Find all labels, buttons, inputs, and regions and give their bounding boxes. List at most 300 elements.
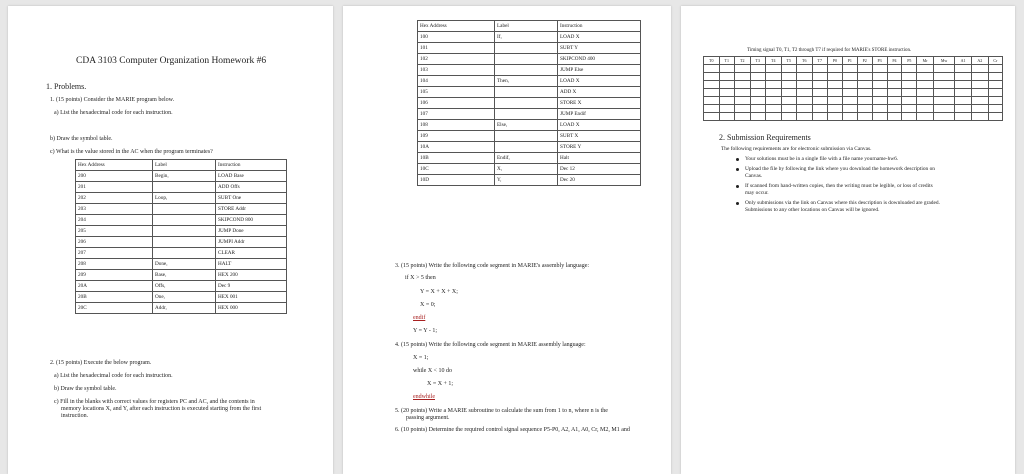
cell: 10D bbox=[418, 175, 495, 186]
cell bbox=[153, 215, 216, 226]
cell bbox=[495, 131, 558, 142]
timing-cell bbox=[828, 113, 843, 121]
submission-section-heading: 2. Submission Requirements bbox=[719, 133, 811, 142]
timing-cell bbox=[750, 105, 766, 113]
marie-program-table-2 bbox=[417, 20, 641, 186]
timing-cell bbox=[955, 65, 972, 73]
timing-row bbox=[704, 105, 1003, 113]
timing-cell bbox=[971, 81, 988, 89]
timing-header-cell: A1 bbox=[955, 57, 972, 65]
table-row bbox=[418, 65, 641, 76]
table-row bbox=[76, 270, 287, 281]
timing-cell bbox=[781, 73, 797, 81]
cell: 102 bbox=[418, 54, 495, 65]
timing-cell bbox=[955, 73, 972, 81]
timing-cell bbox=[766, 73, 782, 81]
timing-cell bbox=[872, 81, 887, 89]
cell: 10C bbox=[418, 164, 495, 175]
timing-cell bbox=[842, 81, 857, 89]
cell: Done, bbox=[153, 259, 216, 270]
timing-cell bbox=[902, 73, 917, 81]
timing-cell bbox=[955, 81, 972, 89]
document-page-2 bbox=[343, 6, 671, 474]
cell: 205 bbox=[76, 226, 153, 237]
header-instruction: Instruction bbox=[216, 160, 287, 171]
timing-cell bbox=[917, 65, 934, 73]
timing-cell bbox=[735, 81, 751, 89]
cell: Addr, bbox=[153, 303, 216, 314]
timing-cell bbox=[812, 97, 828, 105]
timing-cell bbox=[797, 97, 813, 105]
timing-cell bbox=[719, 89, 735, 97]
timing-signal-table bbox=[703, 56, 1003, 121]
timing-row bbox=[704, 65, 1003, 73]
timing-cell bbox=[766, 113, 782, 121]
timing-cell bbox=[812, 105, 828, 113]
timing-header-cell: Mw bbox=[933, 57, 954, 65]
table-row bbox=[76, 204, 287, 215]
timing-cell bbox=[917, 89, 934, 97]
cell: 10B bbox=[418, 153, 495, 164]
timing-cell bbox=[988, 89, 1002, 97]
timing-cell bbox=[842, 65, 857, 73]
cell: 10A bbox=[418, 142, 495, 153]
timing-cell bbox=[735, 73, 751, 81]
cell: 203 bbox=[76, 204, 153, 215]
cell: 108 bbox=[418, 120, 495, 131]
timing-cell bbox=[766, 81, 782, 89]
table-row bbox=[418, 54, 641, 65]
submission-intro: The following requirements are for electronic submission via Canvas. bbox=[721, 146, 872, 152]
timing-cell bbox=[828, 105, 843, 113]
cell: Dec 9 bbox=[216, 281, 287, 292]
cell: HEX 000 bbox=[216, 303, 287, 314]
timing-header-cell: P1 bbox=[842, 57, 857, 65]
table-row bbox=[76, 215, 287, 226]
timing-cell bbox=[750, 73, 766, 81]
cell: Loop, bbox=[153, 193, 216, 204]
timing-cell bbox=[812, 81, 828, 89]
timing-cell bbox=[842, 73, 857, 81]
timing-cell bbox=[750, 97, 766, 105]
timing-cell bbox=[704, 105, 720, 113]
timing-cell bbox=[828, 89, 843, 97]
timing-cell bbox=[988, 73, 1002, 81]
marie-program-table-1 bbox=[75, 159, 287, 314]
cell: 20C bbox=[76, 303, 153, 314]
question-2c-line3: instruction. bbox=[61, 413, 89, 419]
timing-cell bbox=[812, 113, 828, 121]
cell: 101 bbox=[418, 43, 495, 54]
timing-cell bbox=[704, 89, 720, 97]
table-row bbox=[76, 281, 287, 292]
question-1b: b) Draw the symbol table. bbox=[50, 136, 113, 142]
cell: Y, bbox=[495, 175, 558, 186]
timing-cell bbox=[828, 73, 843, 81]
timing-table-title: Timing signal T0, T1, T2 through T7 if required for MARIE's STORE instruction. bbox=[747, 48, 912, 53]
cell bbox=[495, 142, 558, 153]
timing-cell bbox=[719, 105, 735, 113]
cell: 103 bbox=[418, 65, 495, 76]
cell: 208 bbox=[76, 259, 153, 270]
requirement-3-line2: may occur. bbox=[745, 190, 769, 196]
timing-cell bbox=[735, 89, 751, 97]
timing-cell bbox=[933, 105, 954, 113]
cell: LOAD X bbox=[558, 120, 641, 131]
timing-cell bbox=[887, 89, 902, 97]
cell: LOAD Base bbox=[216, 171, 287, 182]
timing-cell bbox=[735, 105, 751, 113]
timing-cell bbox=[872, 89, 887, 97]
question-1c: c) What is the value stored in the AC when the program terminates? bbox=[50, 149, 213, 155]
timing-cell bbox=[719, 97, 735, 105]
timing-row bbox=[704, 73, 1003, 81]
table-row bbox=[418, 109, 641, 120]
timing-cell bbox=[887, 65, 902, 73]
timing-cell bbox=[988, 81, 1002, 89]
timing-cell bbox=[955, 97, 972, 105]
timing-cell bbox=[842, 105, 857, 113]
timing-cell bbox=[857, 89, 872, 97]
table-row bbox=[418, 175, 641, 186]
question-6: 6. (10 points) Determine the required control signal sequence P5-P0, A2, A1, A0, Cr, M2, M1 and bbox=[395, 427, 630, 433]
cell bbox=[495, 65, 558, 76]
cell: 109 bbox=[418, 131, 495, 142]
cell: JUMP Endif bbox=[558, 109, 641, 120]
timing-cell bbox=[828, 65, 843, 73]
table-row bbox=[418, 43, 641, 54]
cell: ADD X bbox=[558, 87, 641, 98]
q3-code-line1: if X > 5 then bbox=[405, 275, 436, 281]
timing-cell bbox=[750, 113, 766, 121]
cell: SUBT Y bbox=[558, 43, 641, 54]
cell: STORE Addr bbox=[216, 204, 287, 215]
cell: 201 bbox=[76, 182, 153, 193]
cell bbox=[495, 43, 558, 54]
timing-cell bbox=[955, 89, 972, 97]
timing-cell bbox=[902, 89, 917, 97]
cell: Base, bbox=[153, 270, 216, 281]
timing-cell bbox=[971, 113, 988, 121]
timing-cell bbox=[766, 97, 782, 105]
cell bbox=[153, 226, 216, 237]
question-2: 2. (15 points) Execute the below program. bbox=[50, 360, 152, 366]
timing-cell bbox=[955, 113, 972, 121]
question-5-line1: 5. (20 points) Write a MARIE subroutine to calculate the sum from 1 to n, where n is the bbox=[395, 408, 608, 414]
cell bbox=[495, 98, 558, 109]
cell: Begin, bbox=[153, 171, 216, 182]
timing-cell bbox=[988, 65, 1002, 73]
timing-cell bbox=[750, 89, 766, 97]
timing-cell bbox=[766, 65, 782, 73]
timing-cell bbox=[902, 105, 917, 113]
timing-cell bbox=[955, 105, 972, 113]
q3-code-line3: X = 0; bbox=[420, 302, 436, 308]
timing-cell bbox=[887, 73, 902, 81]
cell: 204 bbox=[76, 215, 153, 226]
timing-row bbox=[704, 89, 1003, 97]
timing-cell bbox=[988, 105, 1002, 113]
timing-header-cell: T1 bbox=[719, 57, 735, 65]
cell bbox=[495, 109, 558, 120]
timing-cell bbox=[917, 97, 934, 105]
q3-code-line2: Y = X + X + X; bbox=[420, 289, 458, 295]
header-hex-address: Hex Address bbox=[76, 160, 153, 171]
cell: Endif, bbox=[495, 153, 558, 164]
cell: Dec 12 bbox=[558, 164, 641, 175]
timing-cell bbox=[988, 113, 1002, 121]
timing-cell bbox=[781, 81, 797, 89]
header-instruction: Instruction bbox=[558, 21, 641, 32]
timing-cell bbox=[887, 97, 902, 105]
timing-row bbox=[704, 97, 1003, 105]
cell: 104 bbox=[418, 76, 495, 87]
question-2c-line1: c) Fill in the blanks with correct values for registers PC and AC, and the contents in bbox=[54, 399, 255, 405]
cell: 202 bbox=[76, 193, 153, 204]
cell: If, bbox=[495, 32, 558, 43]
timing-cell bbox=[781, 97, 797, 105]
table-row bbox=[76, 182, 287, 193]
table-row bbox=[418, 142, 641, 153]
timing-cell bbox=[812, 65, 828, 73]
table-row bbox=[76, 226, 287, 237]
table-row bbox=[76, 248, 287, 259]
timing-cell bbox=[812, 73, 828, 81]
timing-cell bbox=[797, 113, 813, 121]
timing-cell bbox=[872, 73, 887, 81]
table-row bbox=[76, 171, 287, 182]
cell: 20A bbox=[76, 281, 153, 292]
section-heading: 1. Problems. bbox=[46, 82, 87, 91]
bullet-marker bbox=[736, 168, 739, 171]
timing-cell bbox=[857, 97, 872, 105]
cell: Dec 20 bbox=[558, 175, 641, 186]
timing-cell bbox=[857, 73, 872, 81]
cell: SUBT X bbox=[558, 131, 641, 142]
timing-header-cell: T7 bbox=[812, 57, 828, 65]
timing-cell bbox=[750, 65, 766, 73]
q4-code-line1: X = 1; bbox=[413, 355, 429, 361]
requirement-3-line1: If scanned from hand-written copies, then the writing must be legible, or loss of credits bbox=[745, 183, 933, 189]
cell bbox=[495, 54, 558, 65]
q4-code-line4: endwhile bbox=[413, 394, 435, 400]
question-1: 1. (15 points) Consider the MARIE program below. bbox=[50, 97, 175, 103]
cell: JUMP Done bbox=[216, 226, 287, 237]
timing-cell bbox=[842, 89, 857, 97]
timing-cell bbox=[933, 65, 954, 73]
timing-cell bbox=[735, 65, 751, 73]
cell: 105 bbox=[418, 87, 495, 98]
question-5-line2: passing argument. bbox=[406, 415, 450, 421]
q4-code-line3: X = X + 1; bbox=[427, 381, 454, 387]
table-row bbox=[76, 193, 287, 204]
q4-code-line2: while X < 10 do bbox=[413, 368, 453, 374]
timing-cell bbox=[704, 65, 720, 73]
timing-cell bbox=[872, 105, 887, 113]
document-title: CDA 3103 Computer Organization Homework #6 bbox=[76, 56, 267, 66]
timing-cell bbox=[917, 73, 934, 81]
cell: CLEAR bbox=[216, 248, 287, 259]
timing-cell bbox=[750, 81, 766, 89]
timing-cell bbox=[857, 65, 872, 73]
cell: SUBT One bbox=[216, 193, 287, 204]
q3-code-line4: endif bbox=[413, 315, 426, 321]
timing-cell bbox=[719, 65, 735, 73]
requirement-4-line2: Submissions to any other locations on Canvas will be ignored. bbox=[745, 207, 880, 213]
timing-cell bbox=[797, 81, 813, 89]
question-2a: a) List the hexadecimal code for each instruction. bbox=[54, 373, 173, 379]
requirement-4-line1: Only submissions via the link on Canvas where this description is downloaded are graded. bbox=[745, 200, 940, 206]
timing-cell bbox=[797, 65, 813, 73]
timing-header-cell: P3 bbox=[872, 57, 887, 65]
cell: LOAD X bbox=[558, 32, 641, 43]
timing-cell bbox=[781, 105, 797, 113]
timing-cell bbox=[828, 97, 843, 105]
bullet-marker bbox=[736, 185, 739, 188]
timing-cell bbox=[933, 73, 954, 81]
timing-cell bbox=[872, 113, 887, 121]
question-2b: b) Draw the symbol table. bbox=[54, 386, 117, 392]
cell: SKIPCOND 400 bbox=[558, 54, 641, 65]
timing-header-cell: T4 bbox=[766, 57, 782, 65]
header-hex-address: Hex Address bbox=[418, 21, 495, 32]
timing-cell bbox=[887, 113, 902, 121]
cell: HALT bbox=[216, 259, 287, 270]
cell: 206 bbox=[76, 237, 153, 248]
requirement-1: Your solutions must be in a single file with a file name yourname-hw6. bbox=[745, 156, 899, 162]
question-3: 3. (15 points) Write the following code segment in MARIE's assembly language: bbox=[395, 263, 590, 269]
document-page-3 bbox=[681, 6, 1015, 474]
timing-cell bbox=[735, 113, 751, 121]
table-row bbox=[418, 153, 641, 164]
timing-cell bbox=[797, 105, 813, 113]
timing-cell bbox=[933, 97, 954, 105]
table-row bbox=[76, 237, 287, 248]
cell: JUMPI Addr bbox=[216, 237, 287, 248]
timing-cell bbox=[704, 73, 720, 81]
timing-cell bbox=[857, 113, 872, 121]
timing-cell bbox=[719, 73, 735, 81]
cell: X, bbox=[495, 164, 558, 175]
table-row bbox=[418, 32, 641, 43]
cell: ADD Offs bbox=[216, 182, 287, 193]
cell bbox=[153, 237, 216, 248]
header-label: Label bbox=[495, 21, 558, 32]
timing-header-cell: T5 bbox=[781, 57, 797, 65]
timing-cell bbox=[857, 81, 872, 89]
timing-cell bbox=[933, 81, 954, 89]
timing-cell bbox=[842, 97, 857, 105]
timing-cell bbox=[704, 81, 720, 89]
timing-cell bbox=[971, 73, 988, 81]
timing-header-cell: P0 bbox=[828, 57, 843, 65]
timing-cell bbox=[902, 97, 917, 105]
timing-cell bbox=[971, 105, 988, 113]
timing-cell bbox=[917, 113, 934, 121]
cell: HEX 001 bbox=[216, 292, 287, 303]
timing-cell bbox=[735, 97, 751, 105]
timing-cell bbox=[988, 97, 1002, 105]
table-row bbox=[418, 76, 641, 87]
timing-cell bbox=[902, 81, 917, 89]
timing-cell bbox=[902, 65, 917, 73]
timing-cell bbox=[781, 89, 797, 97]
cell: Then, bbox=[495, 76, 558, 87]
q3-code-line5: Y = Y - 1; bbox=[413, 328, 438, 334]
timing-cell bbox=[719, 113, 735, 121]
timing-cell bbox=[766, 105, 782, 113]
table-row bbox=[418, 131, 641, 142]
timing-cell bbox=[872, 65, 887, 73]
timing-header-cell: T6 bbox=[797, 57, 813, 65]
timing-header-cell: P2 bbox=[857, 57, 872, 65]
cell: One, bbox=[153, 292, 216, 303]
table-row bbox=[76, 292, 287, 303]
table-row bbox=[418, 98, 641, 109]
cell bbox=[153, 182, 216, 193]
timing-header-cell: A2 bbox=[971, 57, 988, 65]
cell: STORE X bbox=[558, 98, 641, 109]
cell bbox=[495, 87, 558, 98]
timing-cell bbox=[872, 97, 887, 105]
cell: LOAD X bbox=[558, 76, 641, 87]
cell: 20B bbox=[76, 292, 153, 303]
timing-header-cell: T0 bbox=[704, 57, 720, 65]
timing-header-cell: T3 bbox=[750, 57, 766, 65]
question-1a: a) List the hexadecimal code for each instruction. bbox=[54, 110, 173, 116]
header-label: Label bbox=[153, 160, 216, 171]
bullet-marker bbox=[736, 158, 739, 161]
timing-cell bbox=[704, 113, 720, 121]
timing-cell bbox=[781, 65, 797, 73]
table-row bbox=[418, 87, 641, 98]
timing-cell bbox=[797, 89, 813, 97]
timing-header-cell: T2 bbox=[735, 57, 751, 65]
timing-header-cell: P5 bbox=[902, 57, 917, 65]
requirement-2-line1: Upload the file by following the link where you download the homework description on bbox=[745, 166, 935, 172]
cell: JUMP Else bbox=[558, 65, 641, 76]
document-page-1 bbox=[8, 6, 333, 474]
timing-cell bbox=[887, 105, 902, 113]
timing-header-cell: P4 bbox=[887, 57, 902, 65]
timing-cell bbox=[933, 89, 954, 97]
timing-cell bbox=[971, 97, 988, 105]
cell: 209 bbox=[76, 270, 153, 281]
cell: 200 bbox=[76, 171, 153, 182]
timing-cell bbox=[812, 89, 828, 97]
timing-cell bbox=[971, 89, 988, 97]
timing-cell bbox=[887, 81, 902, 89]
cell: 100 bbox=[418, 32, 495, 43]
table-row bbox=[76, 259, 287, 270]
timing-cell bbox=[902, 113, 917, 121]
requirement-2-line2: Canvas. bbox=[745, 173, 763, 179]
question-2c-line2: memory locations X, and Y, after each instruction is executed starting from the first bbox=[61, 406, 262, 412]
question-4: 4. (15 points) Write the following code segment in MARIE assembly language: bbox=[395, 342, 586, 348]
cell bbox=[153, 204, 216, 215]
timing-cell bbox=[828, 81, 843, 89]
timing-header-row bbox=[704, 57, 1003, 65]
timing-cell bbox=[917, 105, 934, 113]
timing-cell bbox=[917, 81, 934, 89]
timing-cell bbox=[704, 97, 720, 105]
timing-cell bbox=[933, 113, 954, 121]
bullet-marker bbox=[736, 202, 739, 205]
cell: 207 bbox=[76, 248, 153, 259]
timing-cell bbox=[857, 105, 872, 113]
cell: Offs, bbox=[153, 281, 216, 292]
timing-row bbox=[704, 113, 1003, 121]
